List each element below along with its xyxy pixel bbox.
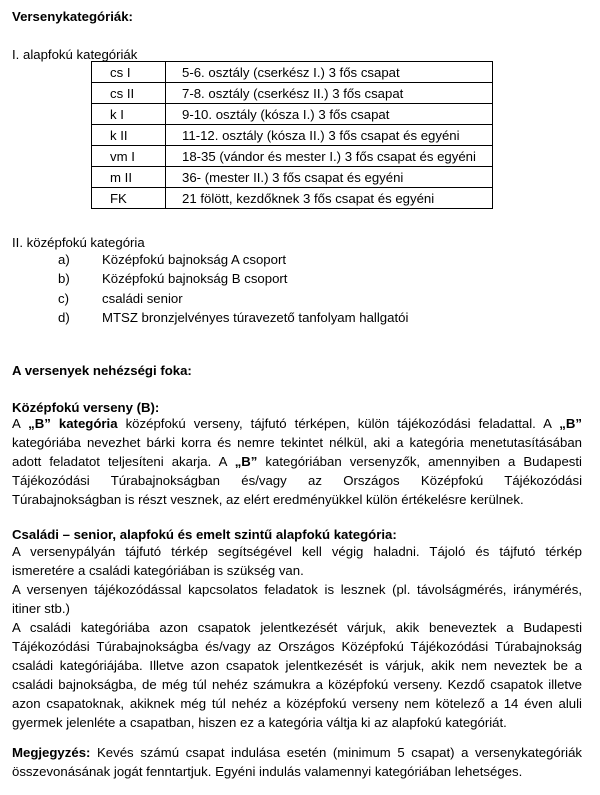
category-row: [92, 83, 493, 104]
note-line-2: összevonásának jogát fenntartjuk. Egyéni indulás valamennyi kategóriában lehetséges.: [12, 764, 523, 779]
kozepfoku-line-2: kategóriába nevezhet bárki korra és nemre tekintet nélkül, aki a kategória menetutasításában: [12, 435, 582, 450]
category-description: 7-8. osztály (cserkész II.) 3 fős csapat: [166, 83, 493, 104]
list-item-text: MTSZ bronzjelvényes túravezető tanfolyam hallgatói: [102, 309, 409, 325]
list-item-text: Középfokú bajnokság B csoport: [102, 271, 288, 287]
csaladi-line: ismeretére a családi kategóriában is szükség van.: [12, 563, 304, 578]
csaladi-line: A családi kategóriába azon csapatok jelentkezését várjuk, akik beneveztek a Budapesti: [12, 620, 582, 635]
category-row: [92, 125, 493, 146]
csaladi-line: családi bajnokságba, de még túl nehéz számukra a középfokú verseny. Kezdő csapatok illetve: [12, 677, 582, 692]
list-item-text: Középfokú bajnokság A csoport: [102, 252, 287, 267]
category-row: [92, 188, 493, 209]
category-description: 21 fölött, kezdőknek 3 fős csapat és egyéni: [166, 188, 493, 209]
kozepfoku-line-3: adott feladatot teljesíteni akarja. A „B” kategóriában versenyzők, amennyiben a Budapesti: [12, 454, 582, 469]
category-code: cs II: [92, 83, 166, 104]
category-description: 36- (mester II.) 3 fős csapat és egyéni: [166, 167, 493, 188]
category-code: m II: [92, 167, 166, 188]
category-row: [92, 62, 493, 83]
difficulty-heading: A versenyek nehézségi foka:: [12, 363, 192, 378]
csaladi-paragraph: [12, 542, 582, 732]
csaladi-line: gyermek jelenléte a csapatban, hiszen ez a kategória váltja ki az alapfokú kategóriát.: [12, 715, 507, 730]
category-row: [92, 146, 493, 167]
csaladi-line: Tájékozódási Túrabajnokságba és/vagy az Országos Középfokú Tájékozódási Túrabajnokság: [12, 639, 582, 654]
section-1-heading: I. alapfokú kategóriák: [12, 47, 138, 62]
kozepfoku-line-5: Túrabajnokságban is részt vesznek, az elért eredményükkel külön értékelésre kerülnek.: [12, 492, 524, 507]
csaladi-line: családi kategóriájába. Illetve azon csapatok jelentkezését is várjuk, akik nem neveztek be a: [12, 658, 582, 673]
category-description: 9-10. osztály (kósza I.) 3 fős csapat: [166, 104, 493, 125]
list-item-text: családi senior: [102, 290, 183, 306]
list-item-letter: d): [58, 309, 70, 325]
category-code: vm I: [92, 146, 166, 167]
page-title: Versenykategóriák:: [12, 9, 133, 24]
kozepfoku-heading: Középfokú verseny (B):: [12, 400, 160, 415]
list-item-letter: b): [58, 271, 70, 287]
csaladi-line: itiner stb.): [12, 601, 70, 616]
note-line-1: Megjegyzés: Kevés számú csapat indulása esetén (minimum 5 csapat) a versenykategóriák: [12, 745, 582, 760]
list-item-letter: c): [58, 290, 69, 306]
note-paragraph: [12, 743, 582, 781]
category-description: 5-6. osztály (cserkész I.) 3 fős csapat: [166, 62, 493, 83]
kozepfoku-line-4: Tájékozódási Túrabajnokságban és/vagy az Országos Középfokú Tájékozódási: [12, 473, 582, 488]
category-code: k II: [92, 125, 166, 146]
category-code: cs I: [92, 62, 166, 83]
category-description: 18-35 (vándor és mester I.) 3 fős csapat és egyéni: [166, 146, 493, 167]
list-item-letter: a): [58, 252, 70, 267]
category-code: k I: [92, 104, 166, 125]
category-code: FK: [92, 188, 166, 209]
csaladi-line: A versenyen tájékozódással kapcsolatos feladatok is lesznek (pl. távolságmérés, iránymérés,: [12, 582, 582, 597]
csaladi-line: A versenypályán tájfutó térkép segítségével kell végig haladni. Tájoló és tájfutó térkép: [12, 544, 582, 559]
csaladi-line: azon csapatoknak, akiknek még túl nehéz a középfokú verseny nem kötelező a 14 éven aluli: [12, 696, 582, 711]
kozepfoku-paragraph: [12, 414, 582, 509]
category-description: 11-12. osztály (kósza II.) 3 fős csapat és egyéni: [166, 125, 493, 146]
category-row: [92, 104, 493, 125]
csaladi-heading: Családi – senior, alapfokú és emelt szintű alapfokú kategória:: [12, 527, 397, 542]
category-table: [91, 61, 493, 209]
category-row: [92, 167, 493, 188]
kozepfoku-line-1: A „B” kategória középfokú verseny, tájfutó térképen, külön tájékozódási feladattal. A „B”: [12, 416, 582, 431]
section-2-heading: II. középfokú kategória: [12, 235, 145, 250]
